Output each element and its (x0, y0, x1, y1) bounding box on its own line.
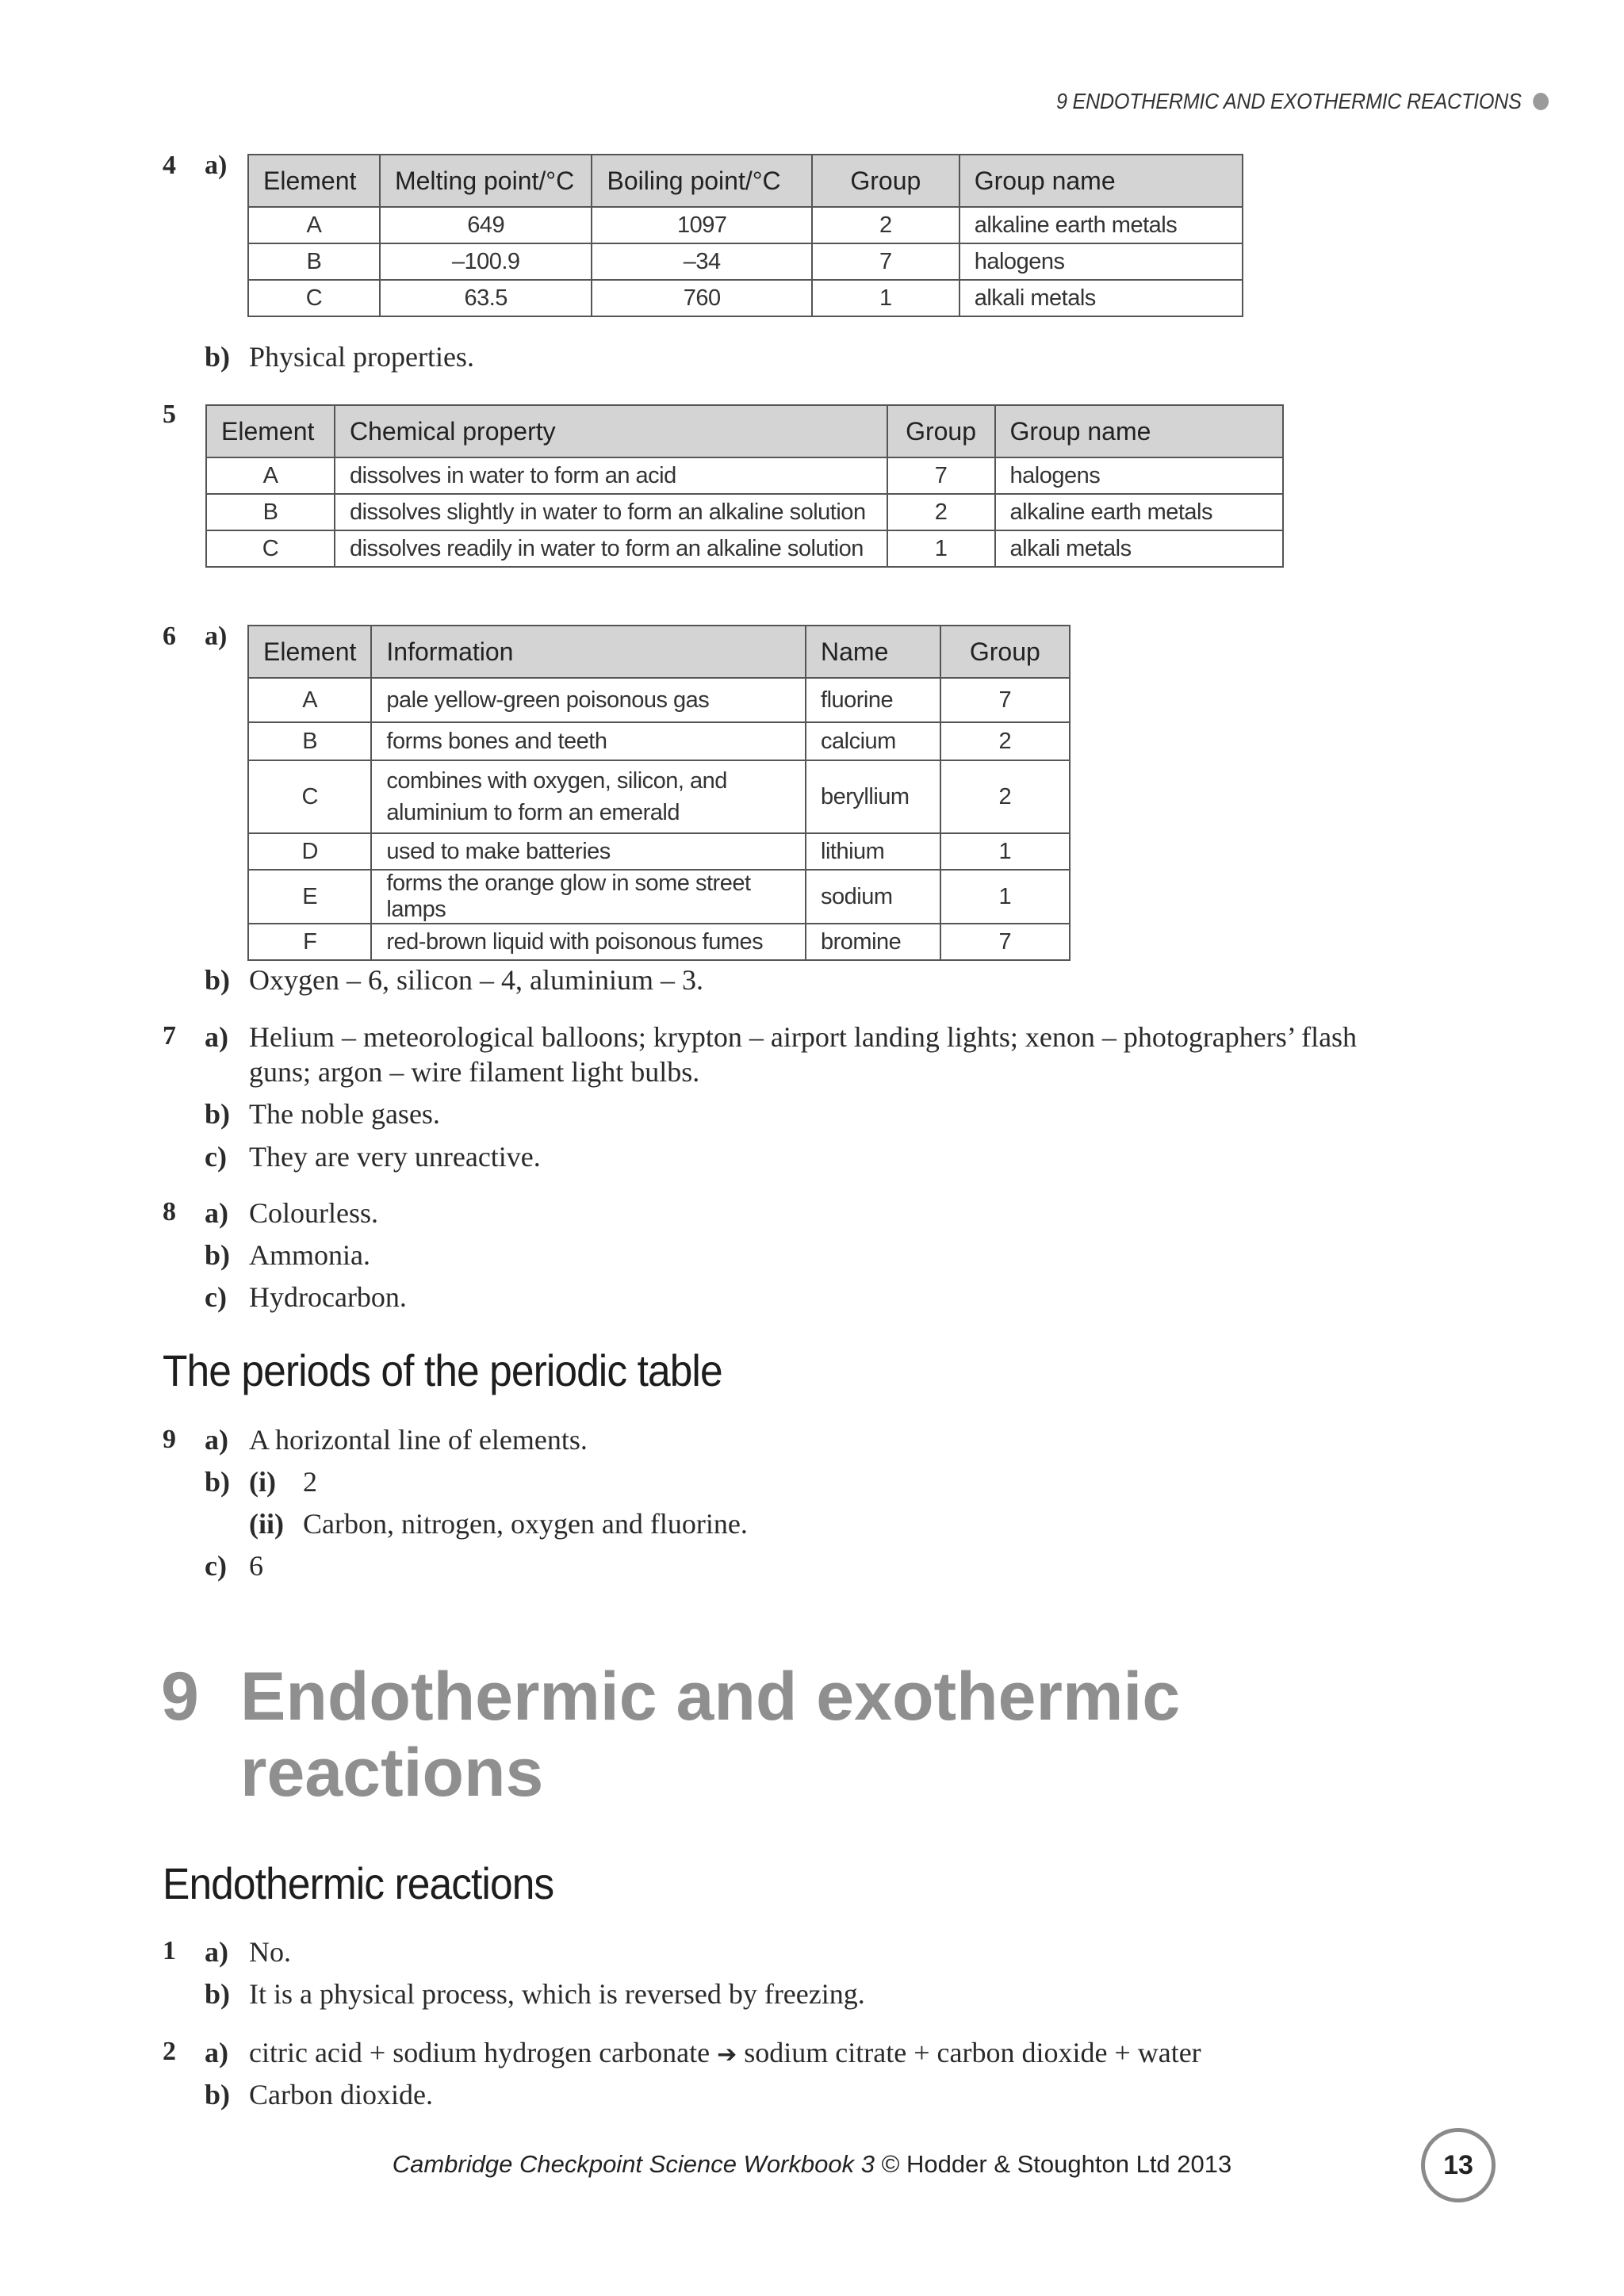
table-cell: E (248, 870, 371, 924)
question-number: 7 (163, 1021, 176, 1050)
answer-7b (205, 1096, 440, 1132)
answer-1b (205, 1976, 865, 2012)
page-number: 13 (1421, 2128, 1496, 2202)
part-label: c) (205, 1550, 227, 1582)
table-cell: A (248, 678, 371, 722)
column-header: Element (206, 405, 335, 457)
book-title: Cambridge Checkpoint Science Workbook 3 (392, 2150, 875, 2178)
question-number: 4 (163, 151, 176, 180)
table-cell: sodium (806, 870, 940, 924)
cell-line: aluminium to form an emerald (386, 800, 680, 825)
table-cell: calcium (806, 722, 940, 760)
table-cell: halogens (995, 457, 1283, 494)
part-label: b) (205, 1466, 231, 1498)
table-cell: used to make batteries (371, 833, 806, 870)
column-header: Name (806, 626, 940, 678)
subpart-label: (i) (249, 1466, 276, 1498)
answer-text: 2 (303, 1466, 317, 1498)
answer-text: Colourless. (249, 1197, 379, 1229)
table-row (248, 243, 1243, 280)
table-cell: pale yellow-green poisonous gas (371, 678, 806, 722)
column-header: Element (248, 155, 380, 207)
table-cell: C (206, 530, 335, 567)
section-heading: Endothermic reactions (163, 1858, 554, 1908)
table-cell: alkaline earth metals (959, 207, 1243, 243)
chapter-number: 9 (161, 1659, 199, 1735)
table-cell (371, 760, 806, 833)
table-cell: 2 (887, 494, 995, 530)
table-header-row (206, 405, 1283, 457)
part-label: c) (205, 1281, 227, 1313)
question-number: 1 (163, 1936, 176, 1965)
answer-8b (205, 1237, 370, 1273)
table-row (248, 280, 1243, 316)
column-header: Melting point/°C (380, 155, 592, 207)
element-information-table (247, 625, 1071, 961)
table-row (248, 207, 1243, 243)
table-cell: 1 (940, 833, 1070, 870)
answer-1a (205, 1934, 291, 1970)
question-number: 2 (163, 2037, 176, 2066)
part-label: a) (205, 1021, 228, 1053)
footer (0, 2150, 1624, 2179)
table-cell: 1 (940, 870, 1070, 924)
table-cell: dissolves slightly in water to form an alkaline solution (335, 494, 887, 530)
subpart-label: (ii) (249, 1508, 284, 1540)
part-label: c) (205, 1141, 227, 1173)
answer-text: Helium – meteorological balloons; krypton – airport landing lights; xenon – photographers’ flash (249, 1021, 1358, 1053)
column-header: Information (371, 626, 806, 678)
table-row (248, 760, 1070, 833)
answer-text: A horizontal line of elements. (249, 1424, 588, 1456)
answer-text: sodium citrate + carbon dioxide + water (744, 2037, 1201, 2068)
table-cell: halogens (959, 243, 1243, 280)
answer-text: Hydrocarbon. (249, 1281, 407, 1313)
table-cell: 7 (940, 924, 1070, 960)
answer-8a (205, 1195, 378, 1231)
table-cell: fluorine (806, 678, 940, 722)
table-row (248, 833, 1070, 870)
answer-text: 6 (249, 1550, 263, 1582)
answer-7a (205, 1019, 1357, 1055)
part-label: a) (205, 2037, 228, 2068)
chapter-title-line2: reactions (240, 1735, 544, 1811)
table-row (248, 924, 1070, 960)
column-header: Boiling point/°C (592, 155, 811, 207)
part-label: b) (205, 2079, 231, 2110)
table-cell: F (248, 924, 371, 960)
table-cell: 2 (940, 760, 1070, 833)
part-label: a) (205, 1197, 228, 1229)
running-head (1056, 89, 1549, 114)
answer-text: They are very unreactive. (249, 1141, 541, 1173)
column-header: Group name (995, 405, 1283, 457)
table-cell: –34 (592, 243, 811, 280)
table-cell: forms bones and teeth (371, 722, 806, 760)
question-number: 6 (163, 622, 176, 651)
part-label: b) (205, 964, 231, 996)
column-header: Chemical property (335, 405, 887, 457)
table-cell: 63.5 (380, 280, 592, 316)
answer-2a (205, 2034, 1201, 2073)
table-cell: 1 (812, 280, 959, 316)
answer-9a (205, 1422, 588, 1458)
section-heading: The periods of the periodic table (163, 1345, 722, 1395)
table-header-row (248, 155, 1243, 207)
table-cell: dissolves readily in water to form an alkaline solution (335, 530, 887, 567)
answer-9b-i (205, 1464, 317, 1500)
answer-text-continued: guns; argon – wire filament light bulbs. (249, 1056, 700, 1088)
part-label: b) (205, 1978, 231, 2010)
answer-text: Carbon dioxide. (249, 2079, 433, 2110)
properties-table (247, 154, 1243, 317)
column-header: Element (248, 626, 371, 678)
table-cell: A (248, 207, 380, 243)
answer-text: The noble gases. (249, 1098, 440, 1130)
table-row (206, 457, 1283, 494)
table-cell: A (206, 457, 335, 494)
part-label: a) (205, 151, 228, 180)
table-cell: 649 (380, 207, 592, 243)
table-row (248, 722, 1070, 760)
answer-8c (205, 1279, 407, 1315)
table-row (206, 494, 1283, 530)
answer-text: It is a physical process, which is reversed by freezing. (249, 1978, 865, 2010)
answer-text: Oxygen – 6, silicon – 4, aluminium – 3. (249, 964, 703, 996)
table-cell: 7 (887, 457, 995, 494)
cell-line: combines with oxygen, silicon, and (386, 768, 727, 794)
answer-4b (205, 339, 474, 375)
bullet-dot-icon (1533, 93, 1549, 110)
table-cell: B (206, 494, 335, 530)
table-cell: 7 (812, 243, 959, 280)
table-cell: C (248, 280, 380, 316)
table-cell: forms the orange glow in some street lamps (371, 870, 806, 924)
chapter-title-line1: Endothermic and exothermic (240, 1659, 1181, 1735)
table-cell: dissolves in water to form an acid (335, 457, 887, 494)
column-header: Group (812, 155, 959, 207)
part-label: b) (205, 1239, 231, 1271)
column-header: Group name (959, 155, 1243, 207)
answer-text: Carbon, nitrogen, oxygen and fluorine. (303, 1508, 748, 1540)
part-label: a) (205, 622, 228, 651)
column-header: Group (940, 626, 1070, 678)
table-cell: C (248, 760, 371, 833)
table-cell: 1097 (592, 207, 811, 243)
table-cell: alkali metals (995, 530, 1283, 567)
table-cell: 1 (887, 530, 995, 567)
table-cell: –100.9 (380, 243, 592, 280)
table-cell: B (248, 722, 371, 760)
answer-2b (205, 2076, 433, 2113)
question-number: 5 (163, 400, 176, 429)
right-arrow-icon: ➔ (717, 2041, 737, 2068)
chemical-property-table (205, 404, 1284, 568)
table-cell: red-brown liquid with poisonous fumes (371, 924, 806, 960)
table-cell: 7 (940, 678, 1070, 722)
column-header: Group (887, 405, 995, 457)
table-row (206, 530, 1283, 567)
answer-text: No. (249, 1936, 291, 1968)
answer-9b-ii (249, 1506, 748, 1542)
part-label: b) (205, 1098, 231, 1130)
question-number: 9 (163, 1425, 176, 1454)
table-cell: 2 (812, 207, 959, 243)
part-label: a) (205, 1936, 228, 1968)
copyright: © Hodder & Stoughton Ltd 2013 (881, 2150, 1232, 2178)
table-cell: B (248, 243, 380, 280)
answer-7c (205, 1138, 541, 1175)
running-head-text: 9 ENDOTHERMIC AND EXOTHERMIC REACTIONS (1056, 89, 1522, 113)
answer-6b (205, 962, 703, 998)
table-cell: 2 (940, 722, 1070, 760)
answer-text: citric acid + sodium hydrogen carbonate (249, 2037, 710, 2068)
table-cell: D (248, 833, 371, 870)
table-cell: alkali metals (959, 280, 1243, 316)
part-label: b) (205, 341, 231, 373)
table-cell: bromine (806, 924, 940, 960)
table-row (248, 678, 1070, 722)
answer-text: Ammonia. (249, 1239, 370, 1271)
table-cell: beryllium (806, 760, 940, 833)
question-number: 8 (163, 1197, 176, 1226)
table-cell: alkaline earth metals (995, 494, 1283, 530)
table-cell: 760 (592, 280, 811, 316)
answer-9c (205, 1548, 263, 1584)
table-cell: lithium (806, 833, 940, 870)
table-row (248, 870, 1070, 924)
part-label: a) (205, 1424, 228, 1456)
table-header-row (248, 626, 1070, 678)
answer-text: Physical properties. (249, 341, 474, 373)
